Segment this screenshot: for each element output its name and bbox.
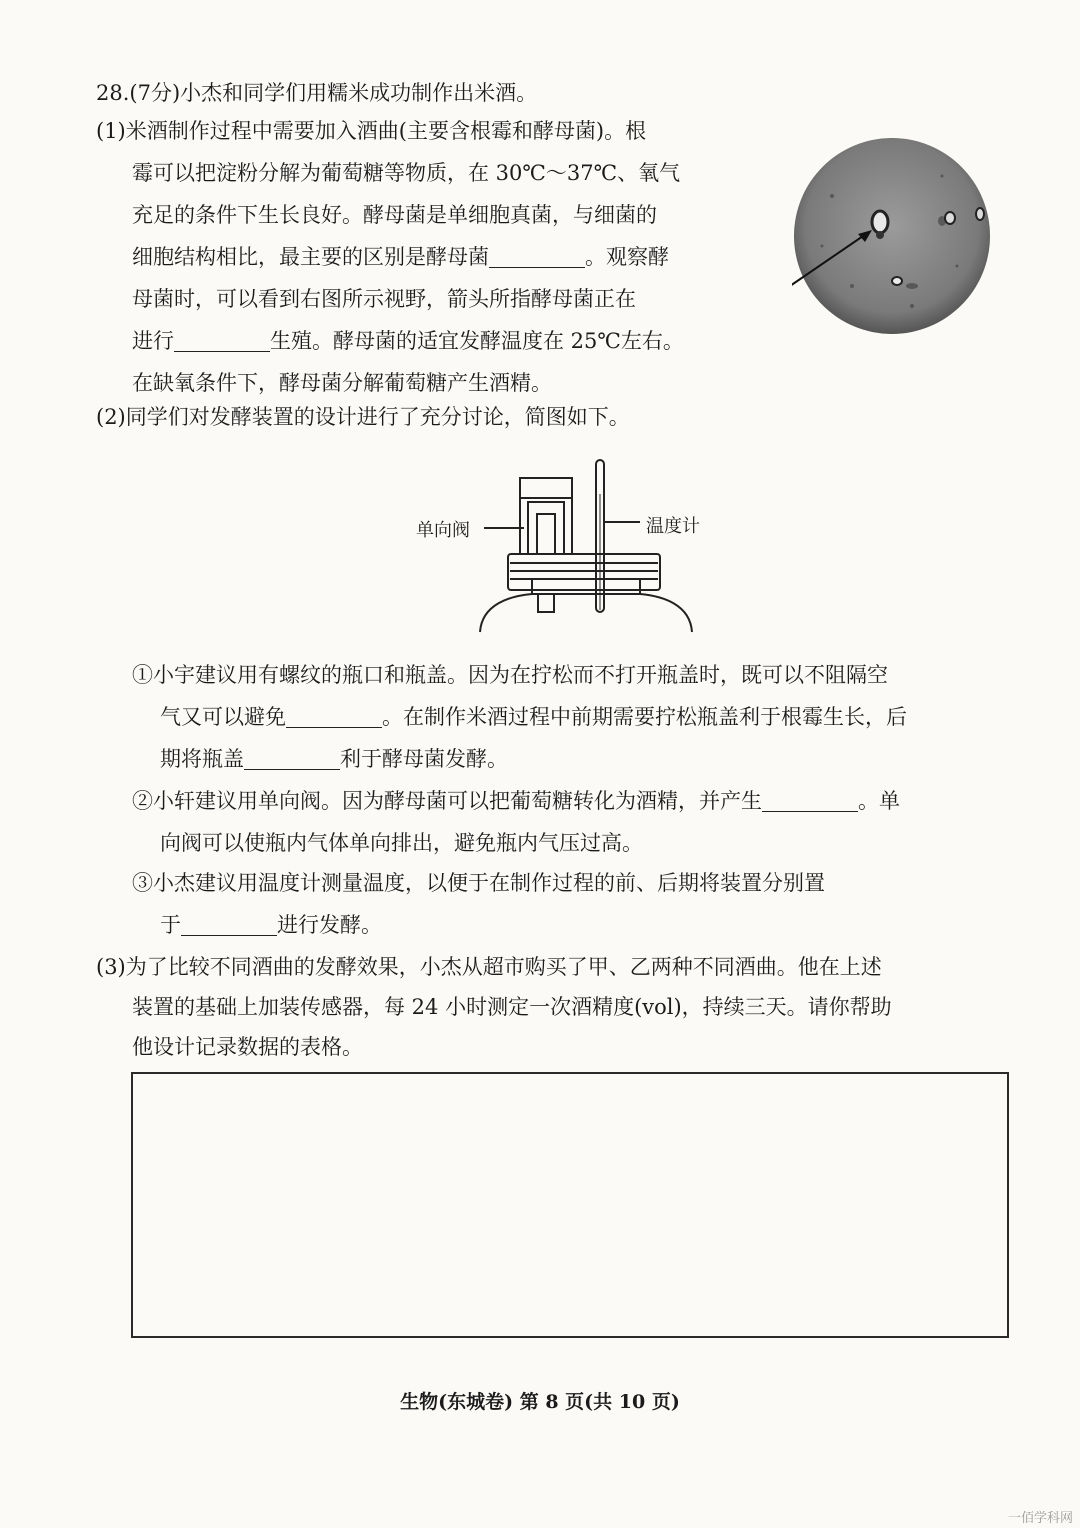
part1-line-2: 霉可以把淀粉分解为葡萄糖等物质，在 30℃～37℃、氧气 — [132, 161, 681, 185]
answer-blank-1[interactable] — [489, 245, 585, 268]
part3-line-3: 他设计记录数据的表格。 — [132, 1035, 363, 1059]
part1-line-3: 充足的条件下生长良好。酵母菌是单细胞真菌，与细菌的 — [132, 203, 657, 227]
part1-line-4-text-a: 细胞结构相比，最主要的区别是酵母菌 — [132, 245, 489, 269]
sub1-line-2 — [160, 696, 907, 738]
part1-line-1: (1)米酒制作过程中需要加入酒曲(主要含根霉和酵母菌)。根 — [96, 119, 647, 143]
sub2-line-2: 向阀可以使瓶内气体单向排出，避免瓶内气压过高。 — [160, 831, 643, 855]
answer-blank-5[interactable] — [762, 789, 858, 812]
sub3-line-2-text-a: 于 — [160, 913, 181, 937]
part3-line-1: (3)为了比较不同酒曲的发酵效果，小杰从超市购买了甲、乙两种不同酒曲。他在上述 — [96, 955, 882, 979]
part1-line-6 — [132, 320, 684, 362]
sub3-line-2 — [160, 904, 382, 946]
part1-line-5: 母菌时，可以看到右图所示视野，箭头所指酵母菌正在 — [132, 287, 636, 311]
part1-line-4-text-b: 。观察酵 — [585, 245, 669, 269]
sub1-line-2-text-a: 气又可以避免 — [160, 705, 286, 729]
fermentation-apparatus-diagram — [400, 454, 730, 636]
part2-intro: (2)同学们对发酵装置的设计进行了充分讨论，简图如下。 — [96, 405, 630, 429]
sub3-line-1: ③小杰建议用温度计测量温度，以便于在制作过程的前、后期将装置分别置 — [132, 871, 825, 895]
part1-line-6-text-a: 进行 — [132, 329, 174, 353]
answer-blank-3[interactable] — [286, 705, 382, 728]
sub1-line-3 — [160, 738, 508, 780]
part1-line-7: 在缺氧条件下，酵母菌分解葡萄糖产生酒精。 — [132, 371, 552, 395]
watermark: 一佰学科网 — [1008, 1511, 1074, 1526]
question-header: 28.(7分)小杰和同学们用糯米成功制作出米酒。 — [96, 81, 538, 105]
answer-blank-4[interactable] — [244, 747, 340, 770]
table-design-answer-box[interactable] — [131, 1072, 1009, 1338]
sub1-line-2-text-b: 。在制作米酒过程中前期需要拧松瓶盖利于根霉生长，后 — [382, 705, 907, 729]
microscope-view-image — [792, 136, 992, 336]
page-footer: 生物(东城卷) 第 8 页(共 10 页) — [400, 1391, 680, 1413]
answer-blank-6[interactable] — [181, 913, 277, 936]
part1-line-4 — [132, 236, 669, 278]
sub1-line-3-text-a: 期将瓶盖 — [160, 747, 244, 771]
sub2-line-1-text-a: ②小轩建议用单向阀。因为酵母菌可以把葡萄糖转化为酒精，并产生 — [132, 789, 762, 813]
sub1-line-1: ①小宇建议用有螺纹的瓶口和瓶盖。因为在拧松而不打开瓶盖时，既可以不阻隔空 — [132, 663, 888, 687]
sub2-line-1-text-b: 。单 — [858, 789, 900, 813]
sub2-line-1 — [132, 780, 900, 822]
part3-line-2: 装置的基础上加装传感器，每 24 小时测定一次酒精度(vol)，持续三天。请你帮助 — [132, 995, 892, 1019]
part1-line-6-text-b: 生殖。酵母菌的适宜发酵温度在 25℃左右。 — [270, 329, 684, 353]
thermometer-label: 温度计 — [646, 516, 700, 537]
valve-label: 单向阀 — [416, 520, 470, 541]
sub3-line-2-text-b: 进行发酵。 — [277, 913, 382, 937]
sub1-line-3-text-b: 利于酵母菌发酵。 — [340, 747, 508, 771]
answer-blank-2[interactable] — [174, 329, 270, 352]
